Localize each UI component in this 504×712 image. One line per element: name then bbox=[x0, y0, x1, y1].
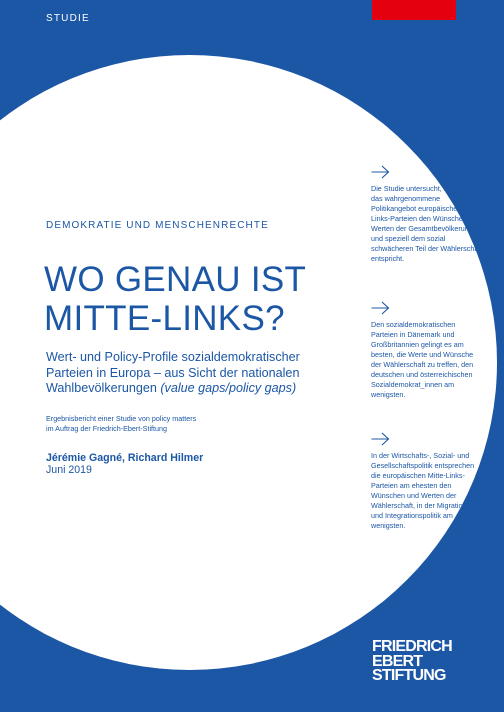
arrow-right-icon bbox=[371, 432, 390, 446]
finding-text: Den sozialdemokratischen Parteien in Dänemark und Großbritannien gelingt es am besten, die Werte und Wünsche der Wählerschaft zu treffen, den deutschen und österreichischen Sozialdemokrat_innen am wenigsten. bbox=[371, 320, 474, 399]
page-title bbox=[44, 260, 306, 338]
publication-date: Juni 2019 bbox=[46, 464, 92, 476]
finding-2 bbox=[371, 301, 483, 400]
red-accent-bar bbox=[372, 0, 456, 20]
logo-line-3: STIFTUNG bbox=[372, 667, 446, 684]
finding-text: Die Studie untersucht, inwieweit das wahrgenommene Politikangebot europäischer Mitte-Links-Parteien den Wünschen und Werten der Gesamtbevölkerung und speziell dem sozial schwächeren Teil der Wählerschaft entspricht. bbox=[371, 184, 483, 263]
title-line-1: WO GENAU IST bbox=[44, 260, 307, 299]
series-label: STUDIE bbox=[46, 13, 90, 24]
finding-3 bbox=[371, 432, 483, 531]
subtitle-italic: (value gaps/policy gaps) bbox=[160, 381, 297, 395]
title-line-2: MITTE-LINKS? bbox=[44, 299, 285, 338]
finding-text: In der Wirtschafts-, Sozial- und Gesellschaftspolitik entsprechen die europäischen Mitte-Links-Parteien am ehesten den Wünschen und Werten der Wählerschaft, in der Migrations- und Integrationspolitik am wenigsten. bbox=[371, 451, 475, 530]
report-note-line-2: im Auftrag der Friedrich-Ebert-Stiftung bbox=[46, 424, 168, 433]
topic-label: DEMOKRATIE UND MENSCHENRECHTE bbox=[46, 220, 269, 231]
subtitle bbox=[46, 350, 346, 397]
arrow-right-icon bbox=[371, 301, 390, 315]
finding-1 bbox=[371, 165, 483, 264]
report-note-line-1: Ergebnisbericht einer Studie von policy matters bbox=[46, 414, 197, 423]
authors: Jérémie Gagné, Richard Hilmer bbox=[46, 452, 204, 464]
fes-logo bbox=[372, 640, 452, 684]
arrow-right-icon bbox=[371, 165, 390, 179]
logo-line-1: FRIEDRICH bbox=[372, 638, 452, 655]
report-note bbox=[46, 414, 306, 434]
logo-line-2: EBERT bbox=[372, 652, 423, 670]
subtitle-main: Wert- und Policy-Profile sozialdemokratischer Parteien in Europa – aus Sicht der nationalen Wahlbevölkerungen bbox=[46, 350, 300, 395]
